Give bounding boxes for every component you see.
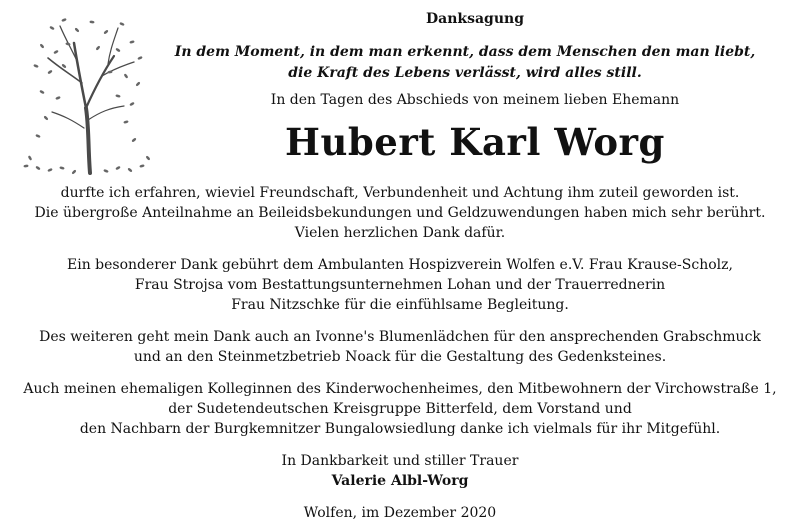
notice-heading: Danksagung [426,11,524,27]
text-line: durfte ich erfahren, wieviel Freundschaft, Verbundenheit und Achtung ihm zuteil geworden ist. [60,185,740,201]
tree-icon [22,8,152,178]
notice-body [0,183,800,523]
thanks-hospice-paragraph [0,255,800,315]
quote-line: In dem Moment, in dem man erkennt, dass dem Menschen den man liebt, [174,44,756,60]
quote-line: die Kraft des Lebens verlässt, wird alles still. [288,65,642,81]
closing-phrase: In Dankbarkeit und stiller Trauer [281,453,519,469]
text-line: den Nachbarn der Burgkemnitzer Bungalowsiedlung danke ich vielmals für ihr Mitgefühl. [79,421,721,437]
thanks-florist-paragraph [0,327,800,367]
text-line: und an den Steinmetzbetrieb Noack für die Gestaltung des Gedenksteines. [133,349,667,365]
text-line: Auch meinen ehemaligen Kolleginnen des Kinderwochenheimes, den Mitbewohnern der Virchowstraße 1, [23,381,777,397]
signer-name: Valerie Albl-Worg [331,473,469,489]
closing-block [0,451,800,523]
memorial-quote [140,42,790,84]
text-line: Vielen herzlichen Dank dafür. [294,225,506,241]
text-line: Frau Strojsa vom Bestattungsunternehmen Lohan und der Trauerrednerin [134,277,666,293]
text-line: der Sudetendeutschen Kreisgruppe Bitterfeld, dem Vorstand und [168,401,632,417]
gratitude-paragraph [0,183,800,243]
text-line: Die übergroße Anteilnahme an Beileidsbekundungen und Geldzuwendungen haben mich sehr berührt. [34,205,766,221]
thanks-colleagues-paragraph [0,379,800,439]
place-date: Wolfen, im Dezember 2020 [303,505,497,521]
text-line: Frau Nitzschke für die einfühlsame Begleitung. [231,297,569,313]
text-line: Des weiteren geht mein Dank auch an Ivonne's Blumenlädchen für den ansprechenden Grabschmuck [39,329,761,345]
text-line: Ein besonderer Dank gebührt dem Ambulanten Hospizverein Wolfen e.V. Frau Krause-Scholz, [67,257,733,273]
intro-text: In den Tagen des Abschieds von meinem lieben Ehemann [270,92,680,108]
deceased-name: Hubert Karl Worg [285,120,665,164]
